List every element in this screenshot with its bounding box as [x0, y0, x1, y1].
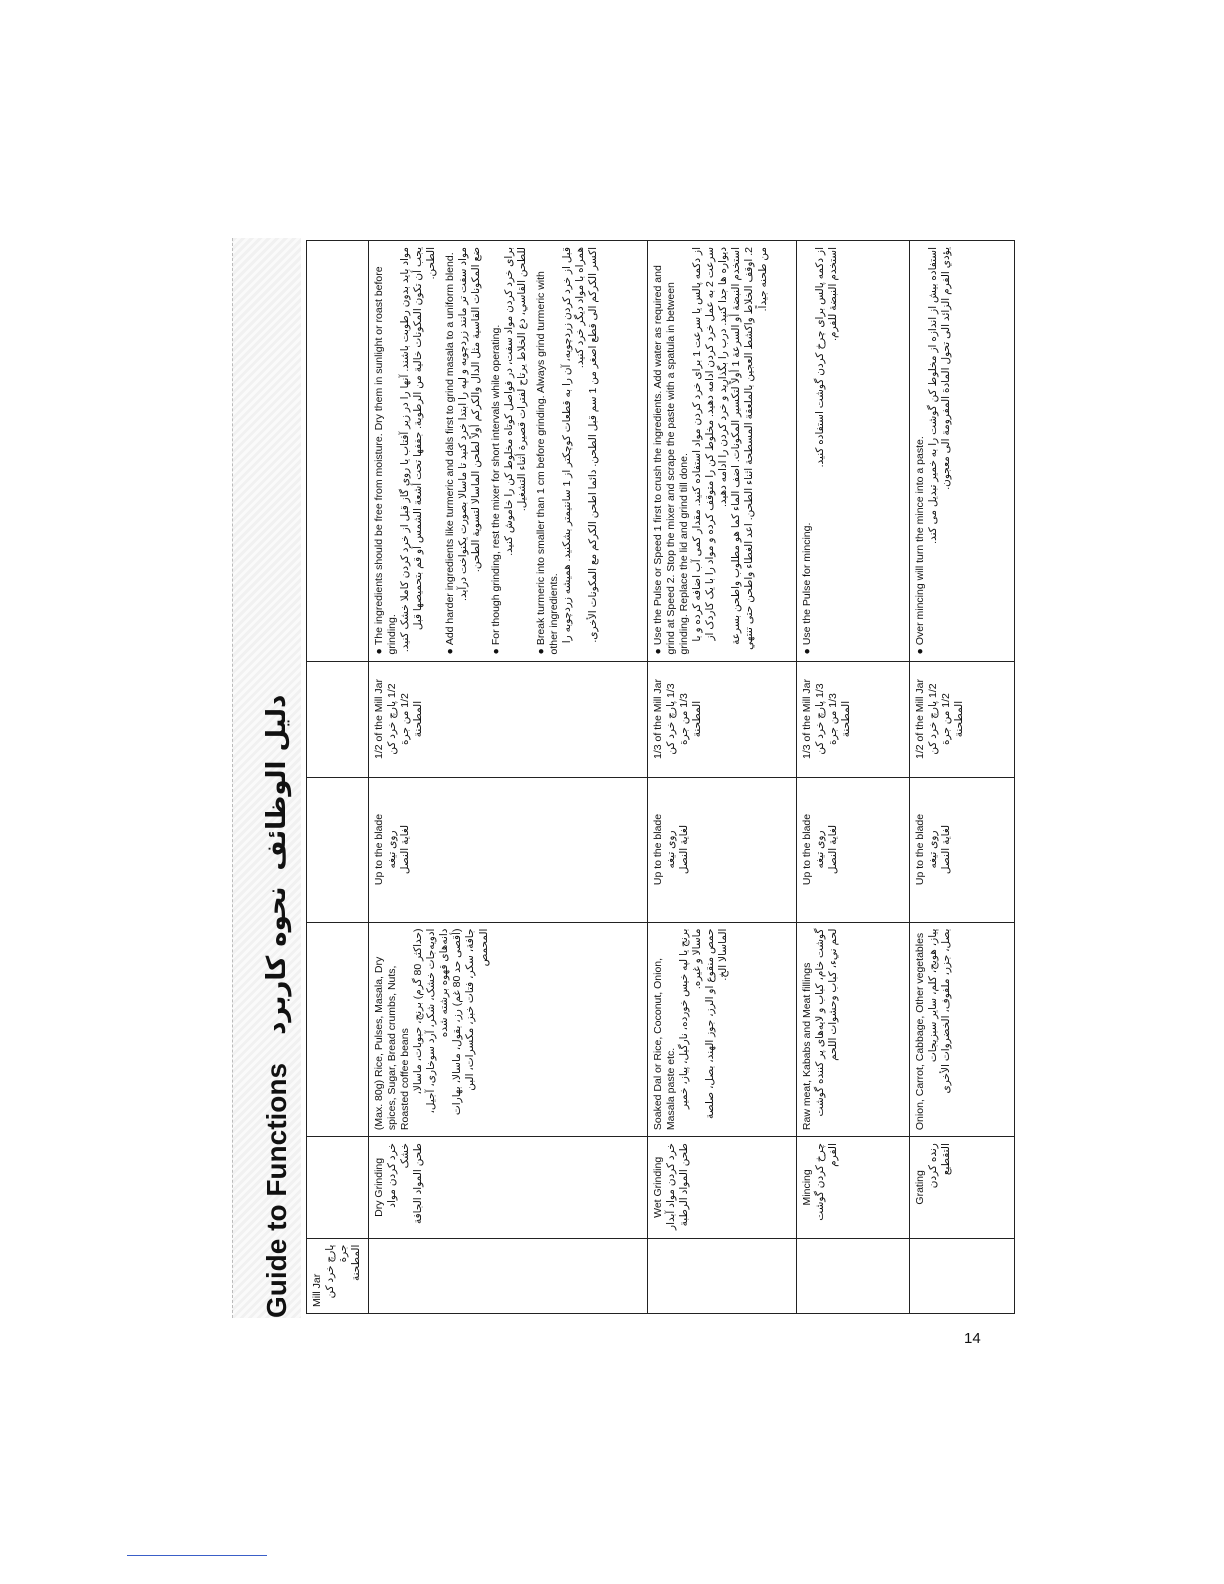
tip-item: [535, 247, 601, 655]
quantity-cell: [909, 661, 1014, 777]
quantity-ur: 1/3 پارچ خرد کن: [664, 683, 677, 755]
tip-en: Use the Pulse or Speed 1 first to crush the ingredients. Add water as required and grind at Speed 2. Stop the mixer and scrape the paste with a spatula in between grinding. Replace the lid and grind till done.: [651, 265, 690, 655]
tip-ar: استخدم النبضة أو السرعة 1 أولاً لتكسير المكونات. اضف الماء كما هو مطلوب واطحن بسرعة 2. اوقف الخلاط واكشط العجين بالملعقة المسطحة اثناء الطحن. اعد الغطاء واطحن حتى تنتهي من طحنه جيداً.: [730, 247, 769, 650]
functions-table: [306, 240, 1015, 1314]
header-jar-ur: پارچ خرد کن: [324, 1244, 337, 1299]
tips-cell: [647, 241, 796, 662]
quantity-cell: [647, 661, 796, 777]
quantity-ar-1: 1/2 من جرة: [398, 693, 411, 745]
tip-ar: للطحن القاسي، دع الخلاط يرتاح لفترات قصيرة أثناء التشغيل.: [515, 247, 528, 512]
tip-ar: اكسر الكركم الى قطع اصغر من 1 سم قبل الطحن. دائما اطحن الكركم مع المكونات الأخرى.: [587, 247, 600, 643]
ingredients-ur: (حداکثر 80 گرم) برنج، حبوبات، ماسالا، ادویه‌جات خشک، شکر، آرد سوخاری، آجیل، دانه‌های قهوه برشته شده: [411, 928, 451, 1114]
ingredients-ar: لحم نيء، كباب وحشوات اللحم: [826, 928, 839, 1061]
table-header-row: [307, 241, 369, 1314]
header-empty: [307, 777, 369, 922]
bullet-icon: ●: [444, 648, 457, 655]
level-en: Up to the blade: [651, 813, 664, 886]
page-title-urdu: نحوه کاربرد: [262, 886, 292, 1035]
table-row: [368, 241, 647, 1314]
header-empty: [307, 922, 369, 1137]
header-mill-jar: [307, 1238, 369, 1313]
ingredients-en: Onion, Carrot, Cabbage, Other vegetables: [913, 932, 926, 1131]
row-jar-cell: [647, 1238, 796, 1313]
page-number: 14: [964, 1330, 981, 1347]
quantity-ar-2: المطحنة: [411, 700, 424, 738]
ingredients-cell: [909, 922, 1014, 1137]
function-ar: طحن المواد الجافة: [411, 1143, 424, 1225]
tip-ar: استخدم النبضة للفرم.: [826, 247, 839, 341]
function-ur: خرد کردن مواد آبدار: [664, 1143, 677, 1230]
row-jar-cell: [909, 1238, 1014, 1313]
header-empty: [307, 241, 369, 662]
ingredients-ar: بصل، جزر، ملفوف، الخضروات الأخرى: [939, 928, 952, 1094]
tip-en: Break turmeric into smaller than 1 cm before grinding. Always grind turmeric with other ingredients.: [534, 271, 560, 655]
function-en: Mincing: [800, 1169, 813, 1206]
ingredients-ar: حمص منقوع او الرز، جوز الهند، بصل، صلصة الماسالا الخ.: [704, 928, 730, 1120]
bullet-icon: ●: [489, 648, 502, 655]
function-en: Dry Grinding: [372, 1157, 385, 1217]
level-cell: [647, 777, 796, 922]
quantity-ar-1: 1/3 من جرة: [826, 693, 839, 745]
tip-item: [914, 247, 953, 655]
quantity-ar-1: 1/2 من جرة: [939, 693, 952, 745]
header-jar-ar-1: جرة: [337, 1244, 350, 1263]
page-title-english: Guide to Functions: [261, 1062, 292, 1318]
level-cell: [368, 777, 647, 922]
tip-item: [652, 247, 770, 655]
quantity-en: 1/2 of the Mill Jar: [913, 679, 926, 759]
tip-ur: استفاده بیش از اندازه از مخلوط کن گوشت را به خمیر تبدیل می کند.: [926, 247, 939, 544]
quantity-ur: 1/3 پارچ خرد کن: [813, 683, 826, 755]
function-ur: خرد کردن مواد خشک: [385, 1143, 411, 1208]
ingredients-en: (Max. 80g) Rice, Pulses, Masala, Dry spices, Sugar, Bread crumbs, Nuts, Roasted coffee beans: [372, 956, 411, 1131]
header-empty: [307, 1137, 369, 1239]
function-ar: الفرم: [826, 1143, 839, 1167]
header-jar-ar-2: المطحنة: [350, 1244, 363, 1281]
level-en: Up to the blade: [913, 813, 926, 886]
page-title-arabic: دليل الوظائف: [262, 694, 292, 871]
ingredients-en: Raw meat, Kababs and Meat fillings: [800, 962, 813, 1131]
ingredients-cell: [796, 922, 909, 1137]
tip-item: [490, 247, 529, 655]
table-row: [647, 241, 796, 1314]
level-ar: لغاية النصل: [826, 824, 839, 875]
quantity-ar-2: المطحنة: [690, 700, 703, 738]
function-ar: طحن المواد الرطبة: [677, 1143, 690, 1227]
quantity-en: 1/3 of the Mill Jar: [651, 679, 664, 759]
quantity-ur: 1/2 پارچ خرد کن: [385, 683, 398, 755]
footer-rule: [127, 1555, 267, 1556]
ingredients-ur: گوشت خام، کباب و لایه‌های پر کننده گوشت: [813, 928, 826, 1117]
table-row: [796, 241, 909, 1314]
ingredients-ur: پیاز، هویج، کلم، سایر سبزیجات: [926, 928, 939, 1063]
tip-ur: از دکمه پالس برای چرخ کردن گوشت استفاده کنید.: [813, 247, 826, 468]
bullet-icon: ●: [913, 648, 926, 655]
tip-en: The ingredients should be free from moisture. Dry them in sunlight or roast before grinding.: [372, 266, 398, 655]
function-cell: [647, 1137, 796, 1239]
ingredients-ur: برنج یا لپه خیس خورده، نارگیل، پیاز، خمیر ماسالا و غیره.: [677, 928, 703, 1110]
row-jar-cell: [368, 1238, 647, 1313]
bullet-icon: ●: [372, 648, 385, 655]
tip-ur: مواد سفت تر مانند زردچوبه و لپه را ابتدا خرد کنید تا ماسالا بصورت یکنواخت درآید.: [457, 247, 470, 601]
tip-ur: برای خرد کردن مواد سفت، در فواصل کوتاه مخلوط کن را خاموش کنید.: [502, 247, 515, 556]
ingredients-cell: [368, 922, 647, 1137]
tip-item: [801, 247, 840, 655]
bullet-icon: ●: [651, 648, 664, 655]
table-row: [909, 241, 1014, 1314]
tip-ar: يؤدي الفرم الزائد الى تحول المادة المفرومة الى معجون.: [939, 247, 952, 490]
tip-en: Over mincing will turn the mince into a paste.: [913, 436, 926, 646]
tip-ur: مواد باید بدون رطوبت باشند. آنها را در زیر آفتاب یا روی گاز قبل از خرد کردن کاملا خشک کنید.: [398, 247, 411, 653]
ingredients-cell: [647, 922, 796, 1137]
quantity-cell: [796, 661, 909, 777]
tip-item: [373, 247, 439, 655]
level-ur: روی تیغه: [664, 830, 677, 869]
ingredients-en: Soaked Dal or Rice, Coconut, Onion, Masala paste etc.: [651, 957, 677, 1131]
quantity-ur: 1/2 پارچ خرد کن: [926, 683, 939, 755]
header-jar-en: Mill Jar: [311, 1273, 323, 1307]
tip-ur: از دکمه پالس یا سرعت 1 برای خرد کردن مواد استفاده کنید. مقدار کمی آب اضافه کرده و با سرعت 2 به عمل خرد کردن ادامه دهید. مخلوط کن را متوقف کرده و مواد را با یک کاردک از دیواره ها جدا کنید. درب را بگذارید و خرد کردن را ادامه دهید.: [690, 247, 730, 642]
level-ur: روی تیغه: [385, 830, 398, 869]
title-row: [248, 238, 306, 1318]
function-cell: [909, 1137, 1014, 1239]
level-ar: لغاية النصل: [939, 824, 952, 875]
function-ur: رنده کردن: [926, 1143, 939, 1189]
ingredients-ar: (أقصى حد 80 غم) رز، بقول، ماسالا، بهارات جافة، سكر، فتات خبز، مكسرات، البن المحمص: [451, 928, 490, 1116]
tips-list: [914, 247, 953, 655]
level-cell: [796, 777, 909, 922]
tip-ar: يجب أن تكون المكونات خالية من الرطوبة. جففها تحت أشعة الشمس أو قم بتحميصها قبل الطحن.: [411, 247, 437, 631]
quantity-ar-2: المطحنة: [952, 700, 965, 738]
quantity-ar-1: 1/3 من جرة: [677, 693, 690, 745]
level-ur: روی تیغه: [813, 830, 826, 869]
function-ar: التقطيع: [939, 1143, 952, 1176]
level-ar: لغاية النصل: [677, 824, 690, 875]
tip-en: For though grinding, rest the mixer for short intervals while operating.: [489, 324, 502, 646]
tips-cell: [796, 241, 909, 662]
function-en: Wet Grinding: [651, 1156, 664, 1218]
function-en: Grating: [913, 1170, 926, 1205]
level-ur: روی تیغه: [926, 830, 939, 869]
function-cell: [796, 1137, 909, 1239]
level-en: Up to the blade: [372, 813, 385, 886]
tip-item: [444, 247, 483, 655]
quantity-en: 1/2 of the Mill Jar: [372, 679, 385, 759]
tip-ar: ضع المكونات القاسية مثل الدال والكركم أولاً لطحن الماسالا لتسوية الطحن.: [470, 247, 483, 573]
rotated-guide-sheet: [240, 238, 965, 1318]
bullet-icon: ●: [800, 648, 813, 655]
tip-en: Add harder ingredients like turmeric and dals first to grind masala to a uniform blend.: [444, 252, 457, 646]
level-ar: لغاية النصل: [398, 824, 411, 875]
row-jar-cell: [796, 1238, 909, 1313]
bullet-icon: ●: [534, 648, 547, 655]
function-cell: [368, 1137, 647, 1239]
tips-cell: [368, 241, 647, 662]
tips-list: [373, 247, 601, 655]
function-ur: چرخ کردن گوشت: [813, 1143, 826, 1221]
header-empty: [307, 661, 369, 777]
tip-en: Use the Pulse for mincing.: [800, 522, 813, 646]
tip-ur: قبل از خرد کردن زردچوبه، آن را به قطعات کوچکتر از 1 سانتیمتر بشکنید. همیشه زردچوبه را همراه با مواد دیگر خرد کنید.: [561, 247, 587, 644]
quantity-en: 1/3 of the Mill Jar: [800, 679, 813, 759]
quantity-cell: [368, 661, 647, 777]
quantity-ar-2: المطحنة: [839, 700, 852, 738]
tips-cell: [909, 241, 1014, 662]
tips-list: [801, 247, 840, 655]
level-cell: [909, 777, 1014, 922]
level-en: Up to the blade: [800, 813, 813, 886]
tips-list: [652, 247, 770, 655]
